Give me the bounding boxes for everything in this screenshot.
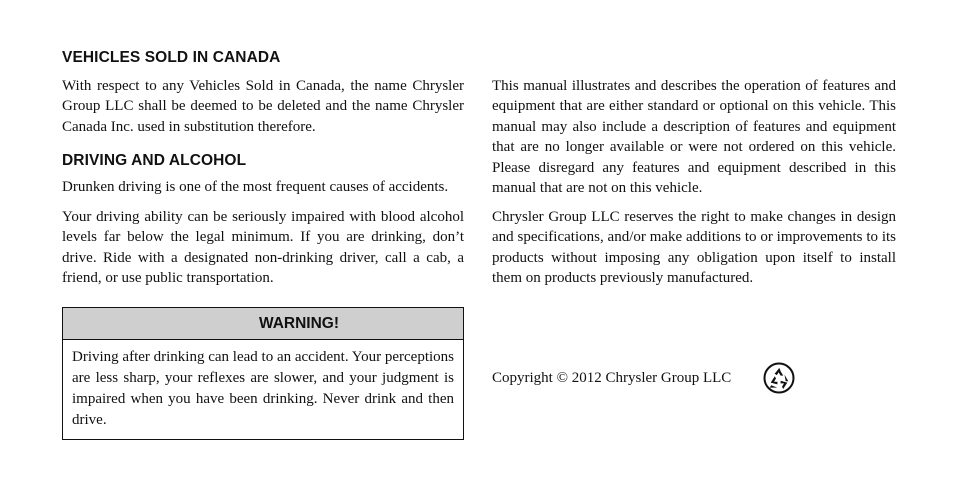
warning-title: WARNING! <box>63 308 463 340</box>
reserves-right-paragraph: Chrysler Group LLC reserves the right to make changes in design and specifications, and/or make additions to or improvements to its products without imposing any obligation upon itself to install them on products previously manufactured. <box>492 209 896 287</box>
warning-box <box>62 307 464 440</box>
driving-ability-paragraph: Your driving ability can be seriously impaired with blood alcohol levels far below the legal minimum. If you are drinking, don’t drive. Ride with a designated non-drinking driver, call a cab, a friend, or use public transportation. <box>62 209 464 287</box>
recycle-icon <box>763 362 795 394</box>
section-heading-vehicles-sold-in-canada: VEHICLES SOLD IN CANADA <box>62 49 281 66</box>
warning-text: Driving after drinking can lead to an accident. Your perceptions are less sharp, your reflexes are slower, and your judgment is impaired when you have been drinking. Never drink and then drive. <box>72 349 454 428</box>
vehicles-sold-in-canada-paragraph: With respect to any Vehicles Sold in Canada, the name Chrysler Group LLC shall be deemed to be deleted and the name Chrysler Canada Inc. used in substitution therefore. <box>62 78 464 135</box>
drunken-driving-paragraph: Drunken driving is one of the most frequent causes of accidents. <box>62 179 449 195</box>
copyright-notice: Copyright © 2012 Chrysler Group LLC <box>492 370 732 386</box>
section-heading-driving-and-alcohol: DRIVING AND ALCOHOL <box>62 152 247 169</box>
manual-description-paragraph: This manual illustrates and describes the operation of features and equipment that are either standard or optional on this vehicle. This manual may also include a description of features and equipment that are no longer available or were not ordered on this vehicle. Please disregard any features and equipment described in this manual that are not on this vehicle. <box>492 78 896 197</box>
